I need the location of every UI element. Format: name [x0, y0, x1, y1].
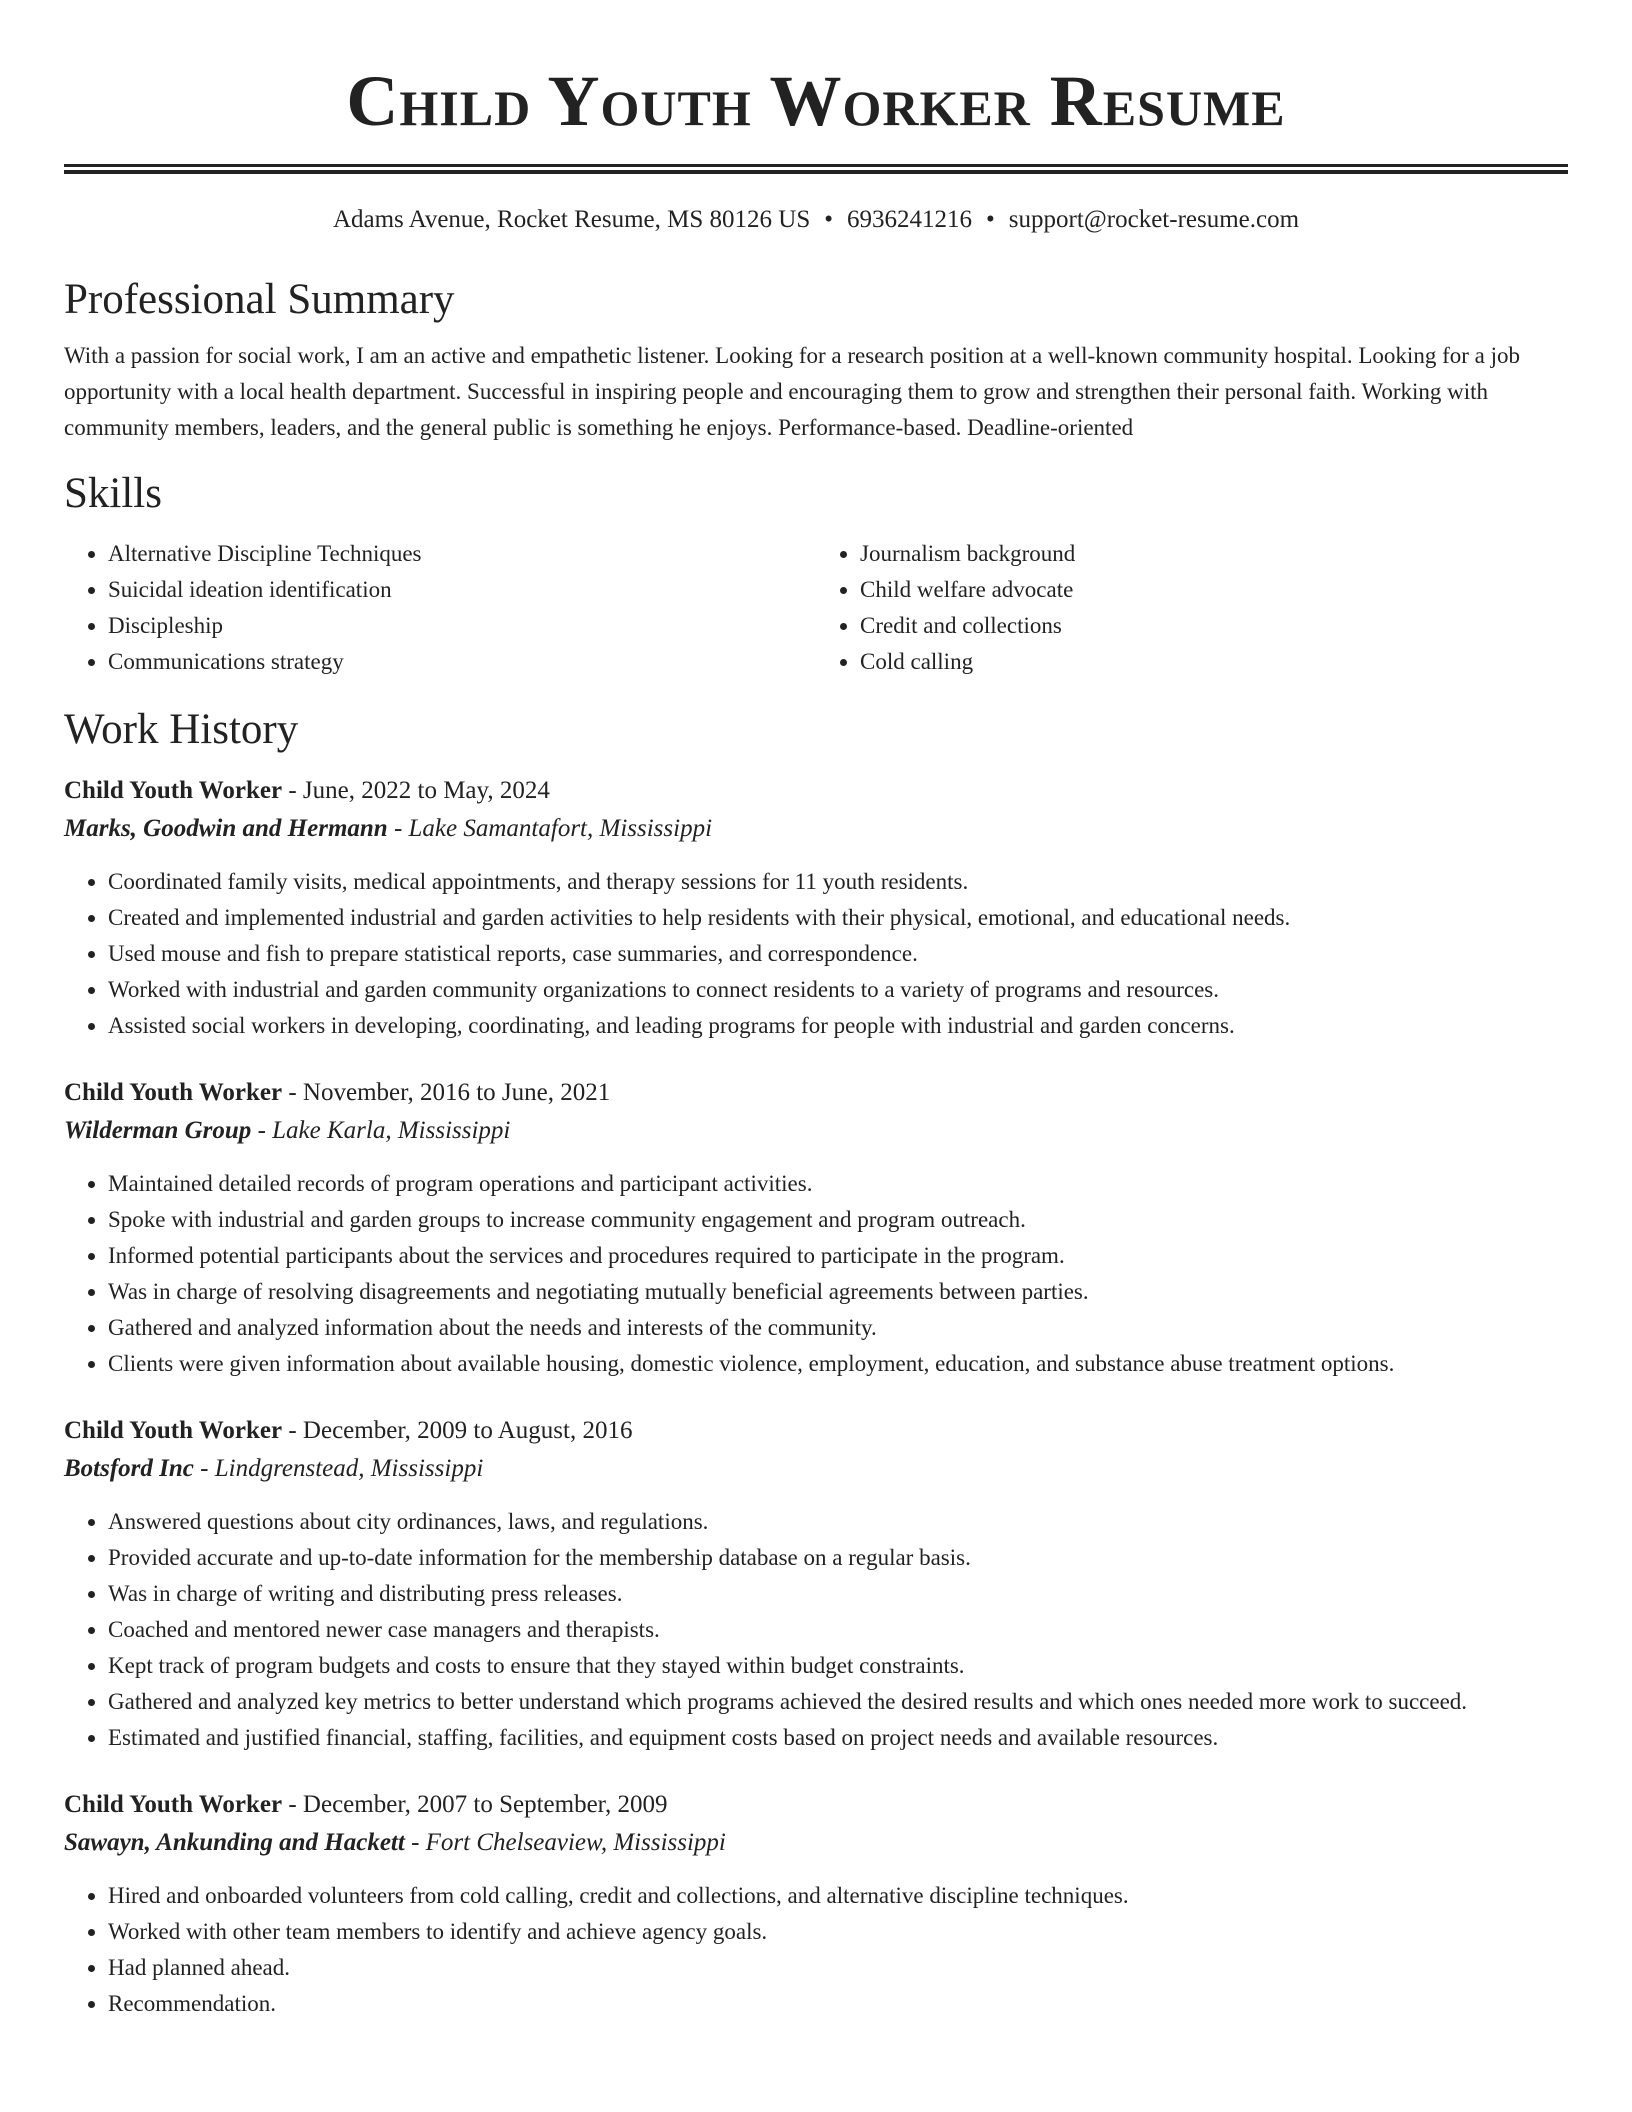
skills-heading: Skills: [64, 470, 162, 517]
job-bullets: [64, 1504, 1568, 1756]
job-title: Child Youth Worker: [64, 1417, 283, 1444]
job-title-line: [64, 1074, 1568, 1112]
job-bullets: [64, 864, 1568, 1044]
job-bullet: • Informed potential participants about the services and procedures required to participate in the program.: [108, 1238, 1568, 1274]
skills-grid: [64, 536, 1568, 680]
company-line: [64, 810, 1568, 848]
contact-address: Adams Avenue, Rocket Resume, MS 80126 US: [332, 206, 811, 233]
job-bullet: • Worked with industrial and garden community organizations to connect residents to a variety of programs and resources.: [108, 972, 1568, 1008]
job-entry: [64, 1074, 1568, 1382]
job-bullet: • Provided accurate and up-to-date information for the membership database on a regular basis.: [108, 1540, 1568, 1576]
job-bullets: [64, 1166, 1568, 1382]
resume-page: [64, 0, 1568, 2022]
job-title: Child Youth Worker: [64, 1791, 283, 1818]
company-location: - Lindgrenstead, Mississippi: [193, 1455, 484, 1482]
job-bullet: • Coordinated family visits, medical appointments, and therapy sessions for 11 youth residents.: [108, 864, 1568, 900]
job-bullet: • Maintained detailed records of program operations and participant activities.: [108, 1166, 1568, 1202]
job-dates: - November, 2016 to June, 2021: [282, 1079, 611, 1106]
job-bullet: • Kept track of program budgets and costs to ensure that they stayed within budget constraints.: [108, 1648, 1568, 1684]
contact-separator: •: [824, 206, 833, 233]
job-title-line: [64, 1786, 1568, 1824]
company-line: [64, 1112, 1568, 1150]
job-title: Child Youth Worker: [64, 1079, 283, 1106]
resume-title: Child Youth Worker Resume: [346, 61, 1286, 141]
skill-item: • Communications strategy: [108, 644, 816, 680]
company-line: [64, 1824, 1568, 1862]
job-bullet: • Coached and mentored newer case managers and therapists.: [108, 1612, 1568, 1648]
skill-item: • Cold calling: [860, 644, 1568, 680]
skill-item: • Suicidal ideation identification: [108, 572, 816, 608]
skill-item: • Credit and collections: [860, 608, 1568, 644]
summary-text: With a passion for social work, I am an active and empathetic listener. Looking for a research position at a well-known community hospital. Looking for a job opportunity with a local health department. Successful in inspiring people and encouraging them to grow and strengthen their personal faith. Working with community members, leaders, and the general public is something he enjoys. Performance-based. Deadline-oriented: [64, 343, 1520, 440]
skill-item: • Child welfare advocate: [860, 572, 1568, 608]
job-bullet: • Gathered and analyzed information about the needs and interests of the community.: [108, 1310, 1568, 1346]
job-bullet: • Answered questions about city ordinances, laws, and regulations.: [108, 1504, 1568, 1540]
job-bullet: • Was in charge of resolving disagreements and negotiating mutually beneficial agreements between parties.: [108, 1274, 1568, 1310]
job-entry: [64, 1412, 1568, 1756]
skill-item: • Discipleship: [108, 608, 816, 644]
job-bullet: • Hired and onboarded volunteers from cold calling, credit and collections, and alternative discipline techniques.: [108, 1878, 1568, 1914]
company-location: - Lake Karla, Mississippi: [251, 1117, 511, 1144]
company-name: Wilderman Group: [64, 1117, 252, 1144]
job-entry: [64, 1786, 1568, 2022]
job-spacer: [64, 1044, 1568, 1074]
job-entry: [64, 772, 1568, 1044]
job-bullet: • Recommendation.: [108, 1986, 1568, 2022]
contact-phone: 6936241216: [847, 206, 972, 233]
job-bullet: • Estimated and justified financial, staffing, facilities, and equipment costs based on project needs and available resources.: [108, 1720, 1568, 1756]
job-title-line: [64, 1412, 1568, 1450]
job-dates: - December, 2009 to August, 2016: [282, 1417, 633, 1444]
company-location: - Fort Chelseaview, Mississippi: [404, 1829, 726, 1856]
contact-email: support@rocket-resume.com: [1008, 206, 1300, 233]
job-bullet: • Used mouse and fish to prepare statistical reports, case summaries, and correspondence.: [108, 936, 1568, 972]
job-title-line: [64, 772, 1568, 810]
job-bullet: • Was in charge of writing and distributing press releases.: [108, 1576, 1568, 1612]
skills-column-right: [816, 536, 1568, 680]
summary-heading: Professional Summary: [64, 276, 455, 323]
job-bullet: • Gathered and analyzed key metrics to better understand which programs achieved the desired results and which ones needed more work to succeed.: [108, 1684, 1568, 1720]
work-history-heading: Work History: [64, 706, 299, 753]
contact-separator: •: [986, 206, 995, 233]
job-spacer: [64, 1382, 1568, 1412]
company-name: Marks, Goodwin and Hermann: [64, 815, 388, 842]
company-name: Botsford Inc: [64, 1455, 194, 1482]
job-bullet: • Worked with other team members to identify and achieve agency goals.: [108, 1914, 1568, 1950]
company-line: [64, 1450, 1568, 1488]
contact-line: [64, 204, 1568, 236]
skills-column-left: [64, 536, 816, 680]
job-bullet: • Clients were given information about available housing, domestic violence, employment, education, and substance abuse treatment options.: [108, 1346, 1568, 1382]
company-location: - Lake Samantafort, Mississippi: [387, 815, 713, 842]
skill-item: • Journalism background: [860, 536, 1568, 572]
job-spacer: [64, 1756, 1568, 1786]
job-bullet: • Created and implemented industrial and garden activities to help residents with their physical, emotional, and educational needs.: [108, 900, 1568, 936]
job-dates: - December, 2007 to September, 2009: [282, 1791, 668, 1818]
job-bullet: • Had planned ahead.: [108, 1950, 1568, 1986]
title-divider: [64, 164, 1568, 174]
job-bullet: • Spoke with industrial and garden groups to increase community engagement and program outreach.: [108, 1202, 1568, 1238]
job-bullets: [64, 1878, 1568, 2022]
job-bullet: • Assisted social workers in developing, coordinating, and leading programs for people with industrial and garden concerns.: [108, 1008, 1568, 1044]
job-title: Child Youth Worker: [64, 777, 283, 804]
job-dates: - June, 2022 to May, 2024: [282, 777, 550, 804]
company-name: Sawayn, Ankunding and Hackett: [64, 1829, 405, 1856]
skill-item: • Alternative Discipline Techniques: [108, 536, 816, 572]
